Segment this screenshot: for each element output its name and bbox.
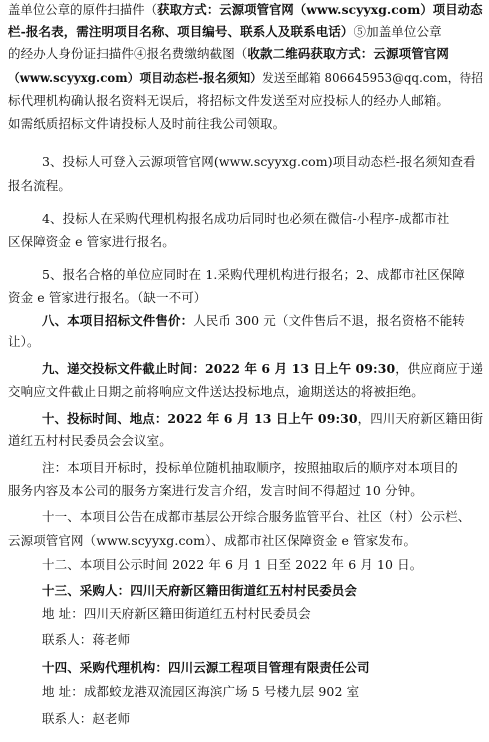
deadline-value: 2022 年 6 月 13 日上午 09:30	[205, 361, 396, 376]
text-line: 如需纸质招标文件请投标人及时前往我公司领取。	[8, 116, 286, 131]
text-run: 盖单位公章的原件扫描件（	[8, 3, 158, 17]
bold-text-run: 收款二维码获取方式：云源项管官网	[247, 46, 450, 61]
section-12-line: 十二、本项目公示时间 2022 年 6 月 1 日至 2022 年 6 月 10 日。	[42, 557, 423, 572]
text-line: 云源项管官网（www.scyyxg.com）、成都市社区保障资金 e 管家发布。	[8, 533, 417, 548]
text-line: 标代理机构确认报名资料无误后，将招标文件发送至对应投标人的经办人邮箱。	[8, 93, 450, 108]
bid-time-value: 2022 年 6 月 13 日上午 09:30	[167, 411, 358, 426]
text-line: 5、报名合格的单位应同时在 1.采购代理机构进行报名；2、成都市社区保障	[42, 267, 465, 282]
note-line: 服务内容及本公司的服务方案进行发言介绍，发言时间不得超过 10 分钟。	[8, 483, 423, 498]
section-heading: 八、本项目招标文件售价：	[42, 313, 194, 328]
text-line	[8, 45, 449, 63]
section-heading: 九、递交投标文件截止时间：	[42, 361, 205, 376]
text-line: 道红五村村民委员会会议室。	[8, 433, 172, 448]
note-line: 注：本项目开标时，投标单位随机抽取顺序，按照抽取后的顺序对本项目的	[42, 460, 458, 475]
agency-contact: 联系人：赵老师	[42, 711, 131, 726]
section-8-line	[42, 312, 465, 330]
text-line: 让）。	[8, 334, 40, 349]
section-10-line	[42, 410, 483, 428]
purchaser-contact: 联系人：蒋老师	[42, 632, 131, 647]
text-run: 人民币 300 元（文件售后不退，报名资格不能转	[193, 313, 465, 328]
text-run: ⑤加盖单位公章	[353, 24, 442, 39]
text-line: 资金 e 管家进行报名。（缺一不可）	[8, 290, 207, 305]
section-11-line: 十一、本项目公告在成都市基层公开综合服务监管平台、社区（村）公示栏、	[42, 509, 471, 524]
purchaser-heading: 十三、采购人：四川天府新区籍田街道红五村村民委员会	[42, 583, 358, 598]
text-line: 3、投标人可登入云源项管官网(www.scyyxg.com)项目动态栏-报名须知查看	[42, 154, 476, 169]
purchaser-address: 地 址：四川天府新区籍田街道红五村村民委员会	[42, 606, 311, 621]
text-run: ，供应商应于递	[395, 361, 484, 376]
text-line	[8, 23, 442, 41]
section-heading: 十、投标时间、地点：	[42, 411, 168, 426]
text-run: ，四川天府新区籍田街	[357, 411, 484, 426]
text-run: 发送至邮箱 806645953@qq.com，待招	[261, 71, 484, 85]
text-line: 报名流程。	[8, 178, 72, 193]
text-line: 4、投标人在采购代理机构报名成功后同时也必须在微信-小程序-成都市社	[42, 211, 450, 226]
bold-text-run: 栏-报名表，需注明项目名称、项目编号、联系人及联系电话）	[8, 24, 354, 39]
agency-address: 地 址：成都蛟龙港双流园区海滨广场 5 号楼九层 902 室	[42, 684, 360, 699]
text-run: 的经办人身份证扫描件④报名费缴纳截图（	[8, 46, 248, 61]
text-line: 区保障资金 e 管家进行报名。	[8, 234, 175, 249]
text-line	[8, 69, 483, 87]
text-line	[8, 1, 483, 19]
agency-heading: 十四、采购代理机构：四川云源工程项目管理有限责任公司	[42, 660, 370, 675]
text-line: 交响应文件截止日期之前将响应文件送达投标地点，逾期送达的将被拒绝。	[8, 384, 424, 399]
bold-text-run: 获取方式：云源项管官网（www.scyyxg.com）项目动态	[157, 2, 483, 17]
section-9-line	[42, 360, 483, 378]
bold-text-run: （www.scyyxg.com）项目动态栏-报名须知）	[8, 71, 262, 85]
